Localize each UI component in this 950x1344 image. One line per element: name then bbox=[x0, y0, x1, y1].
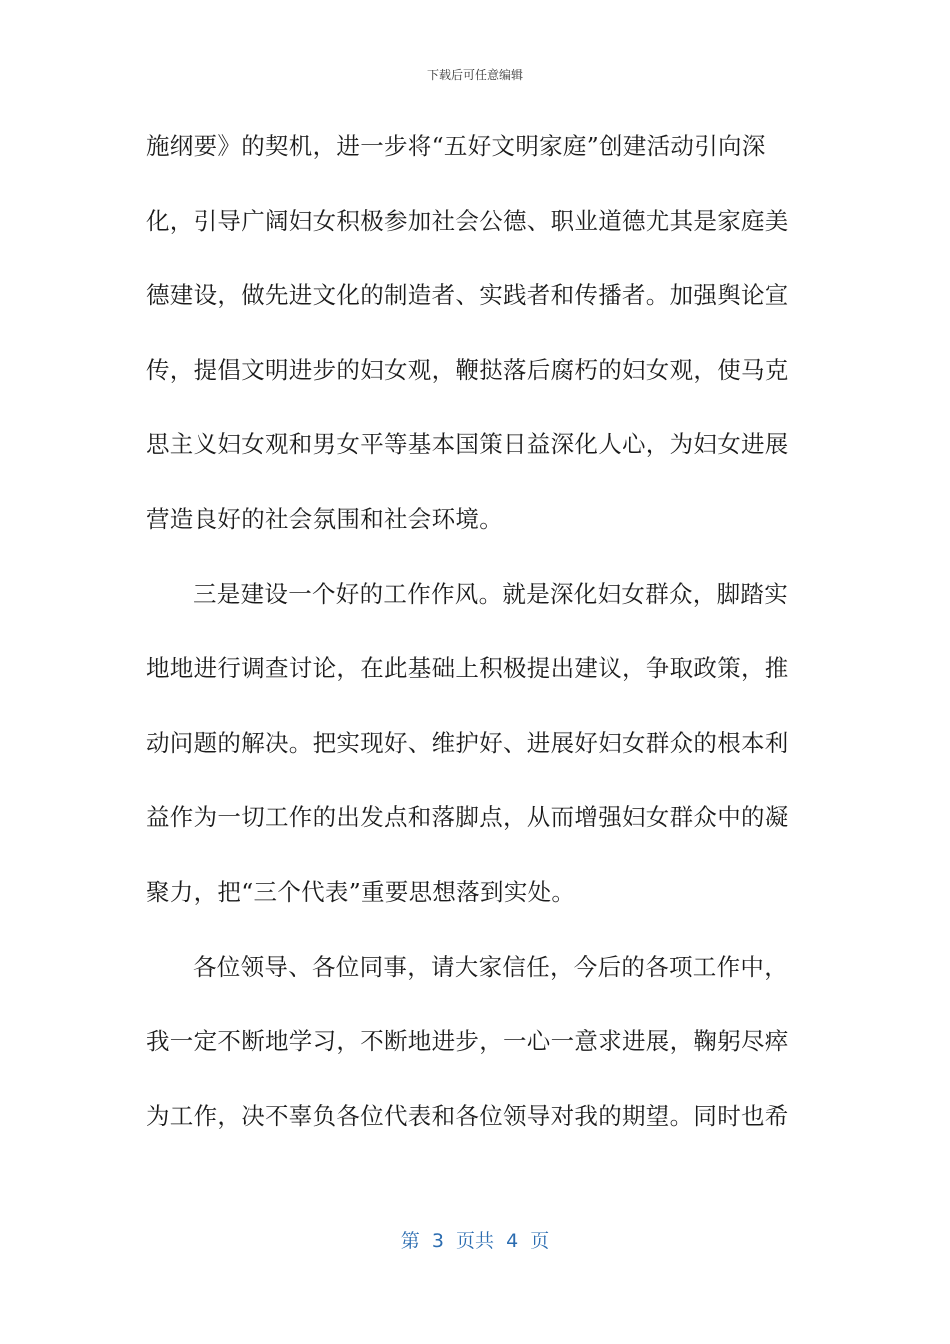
text-line: 益作为一切工作的出发点和落脚点，从而增强妇女群众中的凝 bbox=[146, 803, 789, 832]
header-download-note: 下载后可任意编辑 bbox=[426, 68, 523, 82]
text-line: 思主义妇女观和男女平等基本国策日益深化人心，为妇女进展 bbox=[146, 430, 789, 459]
paragraph-2 bbox=[146, 570, 796, 943]
text-line: 各位领导、各位同事，请大家信任，今后的各项工作中， bbox=[193, 952, 788, 981]
paragraph-3 bbox=[146, 943, 796, 1167]
page-number-footer: 第 3 页共 4 页 bbox=[400, 1230, 550, 1252]
text-line: 为工作，决不辜负各位代表和各位领导对我的期望。同时也希 bbox=[146, 1101, 789, 1130]
paragraph-1 bbox=[146, 122, 796, 570]
text-line: 传，提倡文明进步的妇女观，鞭挞落后腐朽的妇女观，使马克 bbox=[146, 355, 789, 384]
text-line: 聚力，把“三个代表”重要思想落到实处。 bbox=[146, 877, 576, 906]
text-line: 三是建设一个好的工作作风。就是深化妇女群众，脚踏实 bbox=[193, 579, 788, 608]
text-line: 动问题的解决。把实现好、维护好、进展好妇女群众的根本利 bbox=[146, 728, 789, 757]
document-body bbox=[146, 122, 796, 1166]
text-line: 我一定不断地学习，不断地进步，一心一意求进展，鞠躬尽瘁 bbox=[146, 1027, 789, 1056]
text-line: 营造良好的社会氛围和社会环境。 bbox=[146, 504, 503, 533]
text-line: 化，引导广阔妇女积极参加社会公德、职业道德尤其是家庭美 bbox=[146, 206, 789, 235]
text-line: 德建设，做先进文化的制造者、实践者和传播者。加强舆论宣 bbox=[146, 281, 789, 310]
text-line: 地地进行调查讨论，在此基础上积极提出建议，争取政策，推 bbox=[146, 654, 789, 683]
text-line: 施纲要》的契机，进一步将“五好文明家庭”创建活动引向深 bbox=[146, 132, 766, 160]
